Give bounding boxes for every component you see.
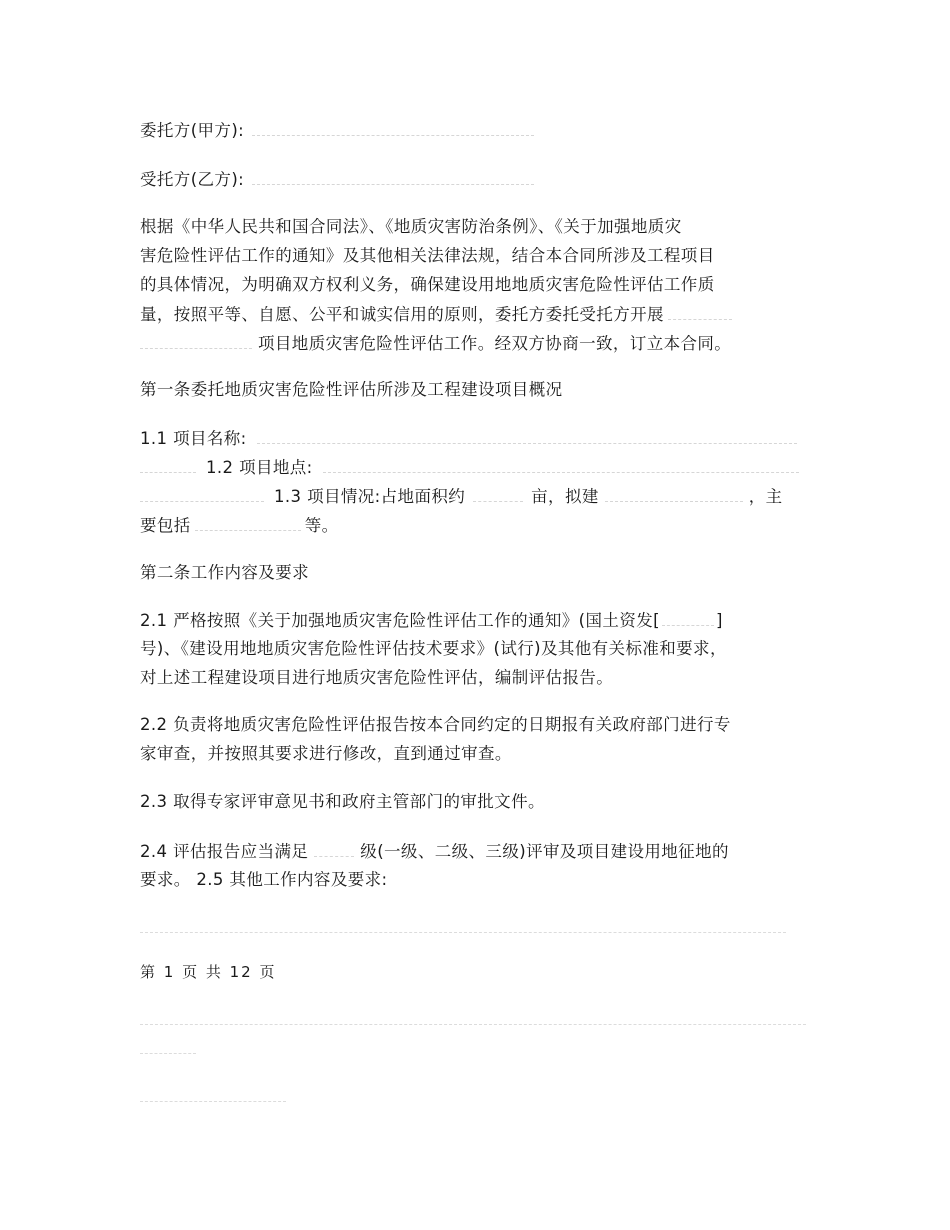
party-b-blank <box>252 168 534 185</box>
area-field <box>473 485 523 502</box>
blank-cont <box>140 485 264 502</box>
preamble-line-text: 项目地质灾害危险性评估工作。经双方协商一致，订立本合同。 <box>258 334 732 353</box>
item-2-2-line: 家审查，并按照其要求进行修改，直到通过审查。 <box>140 744 512 763</box>
item-1-1-label: 1.1 项目名称: <box>140 429 247 448</box>
preamble-line <box>140 303 732 326</box>
item-1-3-label: 1.3 项目情况:占地面积约 <box>274 487 466 506</box>
page-footer: 第 1 页 共 12 页 <box>140 963 277 981</box>
item-2-1-text: 2.1 严格按照《关于加强地质灾害危险性评估工作的通知》(国土资发[ <box>140 611 660 630</box>
item-1-1 <box>140 427 797 450</box>
preamble-line: 的具体情况，为明确双方权利义务，确保建设用地地质灾害危险性评估工作质 <box>140 275 715 294</box>
item-2-4-text: 2.4 评估报告应当满足 <box>140 842 309 861</box>
item-2-1 <box>140 609 723 632</box>
includes-field <box>195 514 301 531</box>
preamble-line <box>140 332 731 355</box>
planned-construction-field <box>605 485 743 502</box>
item-1-3-cont <box>140 514 339 537</box>
fill-line <box>140 1101 286 1102</box>
item-1-3-includes: 要包括 <box>140 516 191 535</box>
preamble-line-text: 量，按照平等、自愿、公平和诚实信用的原则，委托方委托受托方开展 <box>140 305 664 324</box>
blank-cont <box>140 456 196 473</box>
project-name-blank-cont <box>140 332 252 349</box>
item-2-2-line: 2.2 负责将地质灾害危险性评估报告按本合同约定的日期报有关政府部门进行专 <box>140 715 731 734</box>
article-2-title: 第二条工作内容及要求 <box>140 563 309 582</box>
item-2-4-line: 要求。 2.5 其他工作内容及要求: <box>140 870 388 889</box>
fill-line <box>140 1024 806 1025</box>
item-2-1-bracket: ] <box>715 611 723 630</box>
item-2-4 <box>140 840 729 863</box>
item-2-1-line: 号)、《建设用地地质灾害危险性评估技术要求》(试行)及其他有关标准和要求， <box>140 639 727 658</box>
party-b-line <box>140 168 534 191</box>
fill-line <box>140 932 786 933</box>
item-1-3-unit: 亩，拟建 <box>531 487 599 506</box>
project-name-blank <box>668 303 732 320</box>
item-1-3-tail: ，主 <box>748 487 783 506</box>
item-2-1-line: 对上述工程建设项目进行地质灾害危险性评估，编制评估报告。 <box>140 668 614 687</box>
party-a-label: 委托方(甲方): <box>140 121 245 140</box>
party-b-label: 受托方(乙方): <box>140 170 245 189</box>
article-1-title: 第一条委托地质灾害危险性评估所涉及工程建设项目概况 <box>140 380 563 399</box>
item-1-3-end: 等。 <box>304 516 339 535</box>
preamble-line: 害危险性评估工作的通知》及其他相关法律法规，结合本合同所涉及工程项目 <box>140 246 715 265</box>
preamble-line: 根据《中华人民共和国合同法》、《地质灾害防治条例》、《关于加强地质灾 <box>140 217 682 236</box>
item-1-2-label: 1.2 项目地点: <box>206 458 313 477</box>
project-name-field <box>257 427 797 444</box>
item-2-3: 2.3 取得专家评审意见书和政府主管部门的审批文件。 <box>140 792 545 811</box>
document-number-field <box>662 609 714 626</box>
party-a-blank <box>252 119 534 136</box>
project-location-field <box>323 456 799 473</box>
item-2-4-text-2: 级(一级、二级、三级)评审及项目建设用地征地的 <box>360 842 729 861</box>
fill-line <box>140 1053 196 1054</box>
item-1-2 <box>140 456 799 479</box>
item-1-3 <box>140 485 783 508</box>
party-a-line <box>140 119 534 142</box>
grade-field <box>314 840 354 857</box>
